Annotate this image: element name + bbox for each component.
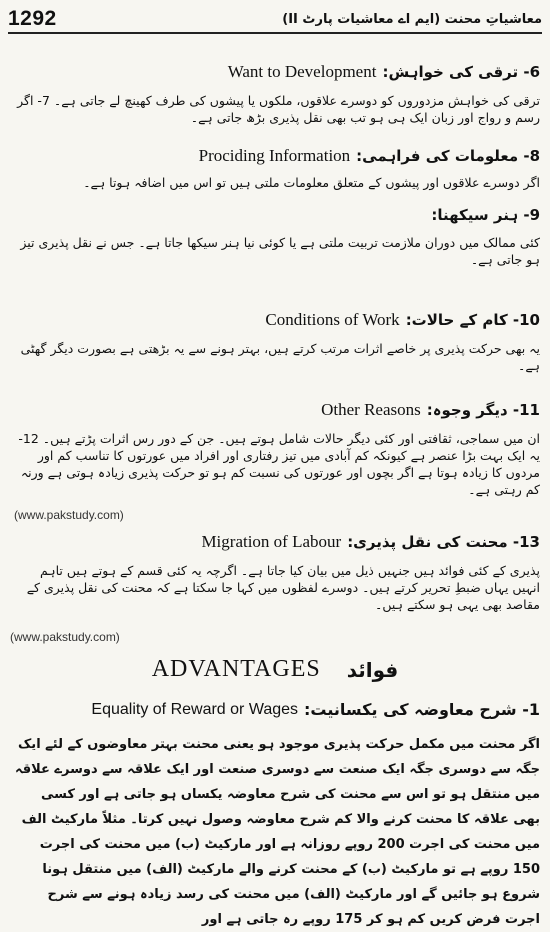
section-paragraph: کئی ممالک میں دوران ملازمت تربیت ملتی ہے یا کوئی نیا ہنر سیکھا جاتا ہے۔ جس نے نقل پذیری تیز ہو جاتی ہے۔ [20,235,540,267]
section-paragraph: ان میں سماجی، ثقافتی اور کئی دیگر حالات شامل ہوتے ہیں۔ جن کے دور رس اثرات پڑتے ہیں۔ 12- یہ ایک بہت بڑا عنصر ہے کیونکہ کم آبادی میں تیز رفتاری اور افراد میں عورتوں کا تناسب کم اور مردوں کا زیادہ ہوتا ہے اگر بچوں اور عورتوں کی نسبت کم ہو تو حرکت پذیری زیادہ ہوتی ہے ورنہ کم رہتی ہے۔ [18,431,540,497]
section-heading [10,310,540,330]
subsection-heading [10,700,540,719]
advantages-heading-urdu: فوائد [346,657,399,682]
section-paragraph: ترقی کی خواہش مزدوروں کو دوسرے علاقوں، ملکوں یا پیشوں کی طرف کھینچ لے جاتی ہے۔ 7- اگر رسم و رواج اور زبان ایک ہی ہو تب بھی نقل پذیری بڑھ جاتی ہے۔ [17,93,540,125]
heading-urdu: 9- ہنر سیکھنا: [431,206,540,224]
advantages-paragraph: اگر محنت میں مکمل حرکت پذیری موجود ہو یعنی محنت بہتر معاوضوں کے لئے ایک جگہ سے دوسری جگہ ایک صنعت سے دوسری صنعت اور ایک علاقہ سے دوسرے علاقہ میں منتقل ہو تو اس سے محنت کی شرح معاوضہ یکساں ہو جاتی ہے اور کسی بھی علاقہ کا محنت کرنے والا کم شرح معاوضہ وصول نہیں کرتا۔ مثلاً مارکیٹ الف میں محنت کی اجرت 200 روپے روزانہ ہے اور مارکیٹ (ب) میں محنت کی اجرت 150 روپے ہے تو مارکیٹ (ب) کے محنت کرنے والے مارکیٹ (الف) میں منتقل ہونا شروع ہو جائیں گے اور مارکیٹ (الف) میں محنت کی رسد زیادہ ہونے سے شرح اجرت فرض کریں کم ہو کر 175 روپے رہ جاتی ہے اور [15,737,540,927]
heading-english: Other Reasons [321,400,421,419]
section-heading [10,400,540,420]
advantages-heading [10,656,540,683]
section-paragraph: پذیری کے کئی فوائد ہیں جنہیں ذیل میں بیان کیا جاتا ہے۔ اگرچہ یہ کئی قسم کے ہوتے ہیں تاہم انہیں یہاں ضبطِ تحریر کرتے ہیں۔ دوسرے لفظوں میں کہا جا سکتا ہے کہ محنت کی نقل پذیری کے مقاصد بھی یہی ہو سکتے ہیں۔ [26,563,540,612]
advantages-heading-english: ADVANTAGES [151,656,321,682]
section-heading [10,146,540,166]
heading-urdu: 10- کام کے حالات: [405,311,540,329]
heading-urdu: 8- معلومات کی فراہمی: [356,147,540,165]
section-heading [10,62,540,82]
section-paragraph: یہ بھی حرکت پذیری پر خاصے اثرات مرتب کرتے ہیں، بہتر ہونے سے یہ بڑھتی ہے بصورت دیگر گھٹی ہے۔ [20,341,540,373]
section-paragraph: اگر دوسرے علاقوں اور پیشوں کے متعلق معلومات ملتی ہیں تو اس میں اضافہ ہوتا ہے۔ [83,175,540,190]
heading-urdu: 6- ترقی کی خواہش: [382,63,540,81]
page-number: 1292 [8,7,57,30]
page-header [8,6,542,34]
running-title: معاشیاتِ محنت (ایم اے معاشیات پارٹ II) [282,11,542,27]
section-heading [10,206,540,224]
heading-english: Prociding Information [198,146,351,165]
heading-english: Want to Development [227,62,377,81]
watermark-url: (www.pakstudy.com) [10,630,120,644]
subheading-english: Equality of Reward or Wages [91,700,299,718]
subheading-urdu: 1- شرح معاوضہ کی یکسانیت: [304,700,540,719]
section-heading [10,532,540,552]
heading-urdu: 11- دیگر وجوہ: [426,401,540,419]
watermark-url: (www.pakstudy.com) [14,508,124,522]
heading-urdu: 13- محنت کی نقل پذیری: [347,533,540,551]
heading-english: Migration of Labour [201,532,342,551]
heading-english: Conditions of Work [265,310,400,329]
